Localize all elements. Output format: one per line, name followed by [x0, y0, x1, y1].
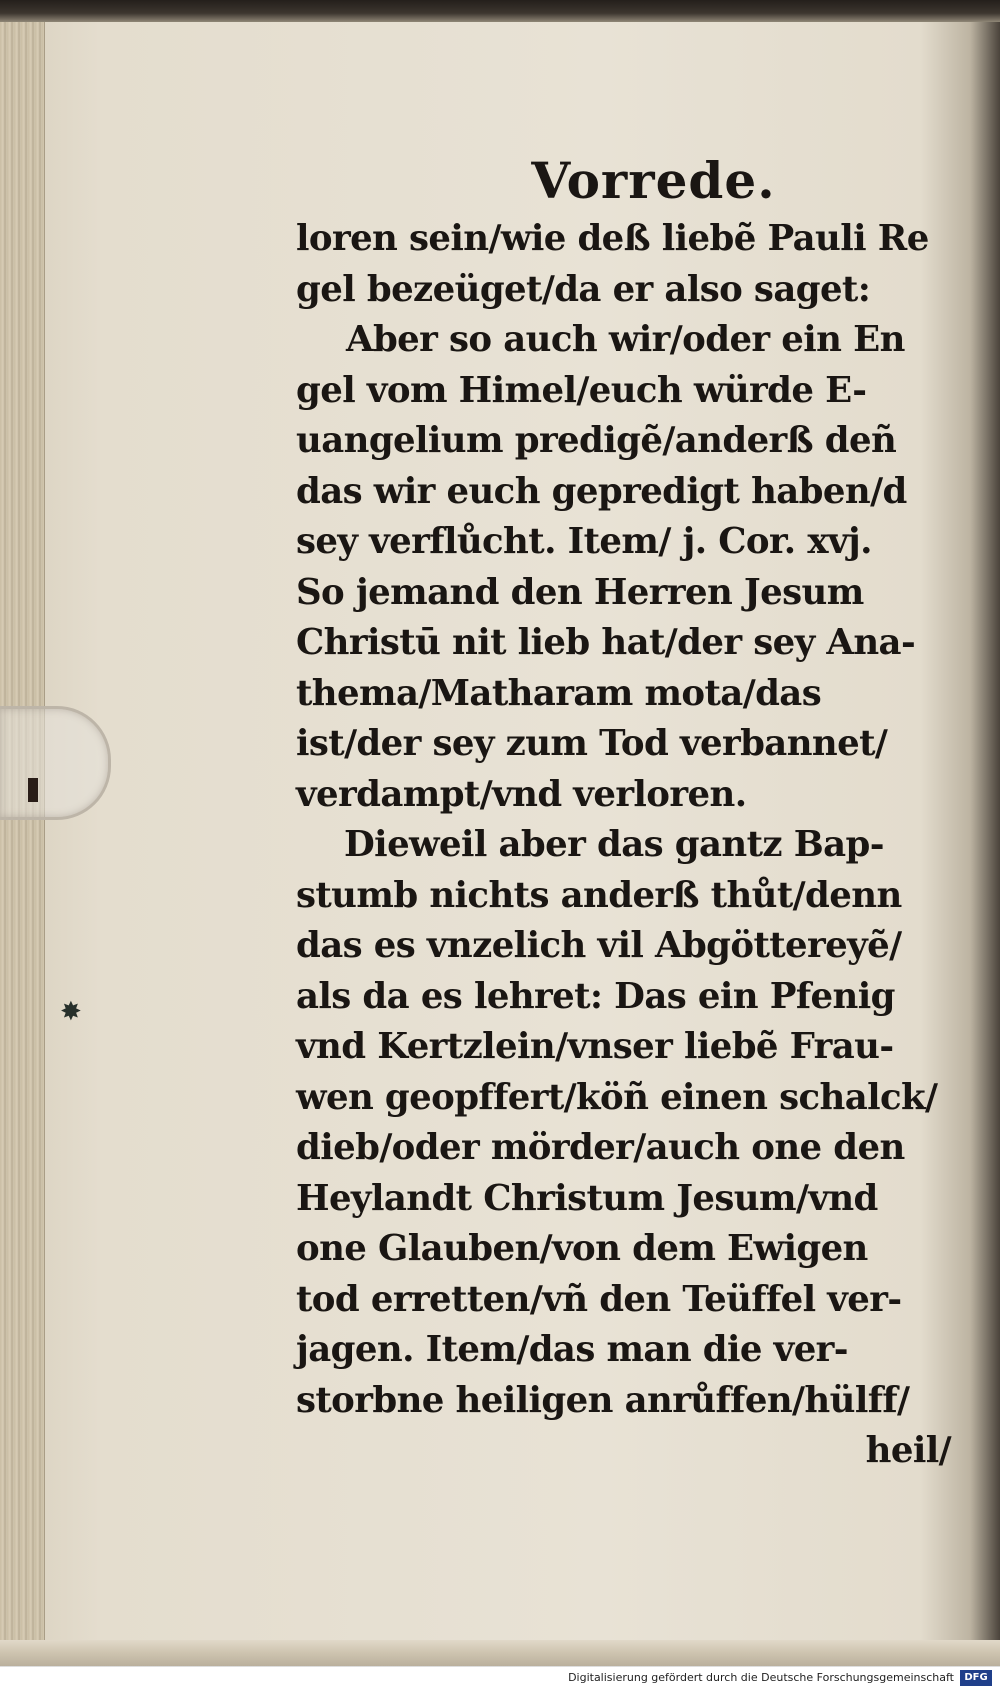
- text-line: wen geopffert/köñ einen schalck/: [296, 1076, 938, 1118]
- binding-shadow: [0, 0, 1000, 22]
- text-line: ist/der sey zum Tod verbannet/: [296, 723, 888, 764]
- text-line: gel vom Himel/euch würde E-: [296, 369, 867, 411]
- page-edges: [0, 22, 45, 1662]
- text-line: das es vnzelich vil Abgöttereyẽ/: [296, 925, 902, 966]
- text-line: stumb nichts anderß thůt/denn: [296, 874, 902, 916]
- text-line: verdampt/vnd verloren.: [296, 773, 747, 815]
- text-line: one Glauben/von dem Ewigen: [296, 1228, 868, 1269]
- text-line: uangelium predigẽ/anderß deñ: [296, 420, 897, 461]
- catchword: heil/: [865, 1430, 951, 1471]
- clip-slot: [28, 778, 38, 802]
- text-line: das wir euch gepredigt haben/d: [296, 470, 907, 512]
- text-line: tod erretten/vñ den Teüffel ver-: [296, 1278, 902, 1320]
- ink-stain: ✸: [60, 997, 82, 1027]
- text-line: gel bezeüget/da er also saget:: [296, 268, 871, 310]
- text-line: So jemand den Herren Jesum: [296, 571, 864, 613]
- text-line: dieb/oder mörder/auch one den: [296, 1127, 905, 1168]
- text-line: loren sein/wie deß liebẽ Pauli Re: [296, 218, 929, 259]
- bookmark-clip: [0, 706, 111, 820]
- text-line: Heylandt Christum Jesum/vnd: [296, 1177, 878, 1219]
- text-line: thema/Matharam mota/das: [296, 672, 822, 714]
- text-line: storbne heiligen anrůffen/hülff/: [296, 1379, 910, 1421]
- page-heading: Vorrede.: [531, 151, 776, 210]
- text-block: [296, 148, 951, 1477]
- text-line: Dieweil aber das gantz Bap-: [344, 824, 884, 865]
- funding-credit: Digitalisierung gefördert durch die Deutsche Forschungsgemeinschaft: [568, 1671, 954, 1684]
- footer-bar: [0, 1666, 1000, 1690]
- text-line: Christū nit lieb hat/der sey Ana-: [296, 622, 916, 663]
- text-line: als da es lehret: Das ein Pfenig: [296, 975, 895, 1017]
- text-line: sey verflůcht. Item/ j. Cor. xvj.: [296, 521, 872, 562]
- text-line: vnd Kertzlein/vnser liebẽ Frau-: [296, 1026, 894, 1067]
- text-line: jagen. Item/das man die ver-: [296, 1329, 848, 1370]
- text-line: Aber so auch wir/oder ein En: [346, 319, 905, 360]
- dfg-logo: DFG: [960, 1670, 992, 1686]
